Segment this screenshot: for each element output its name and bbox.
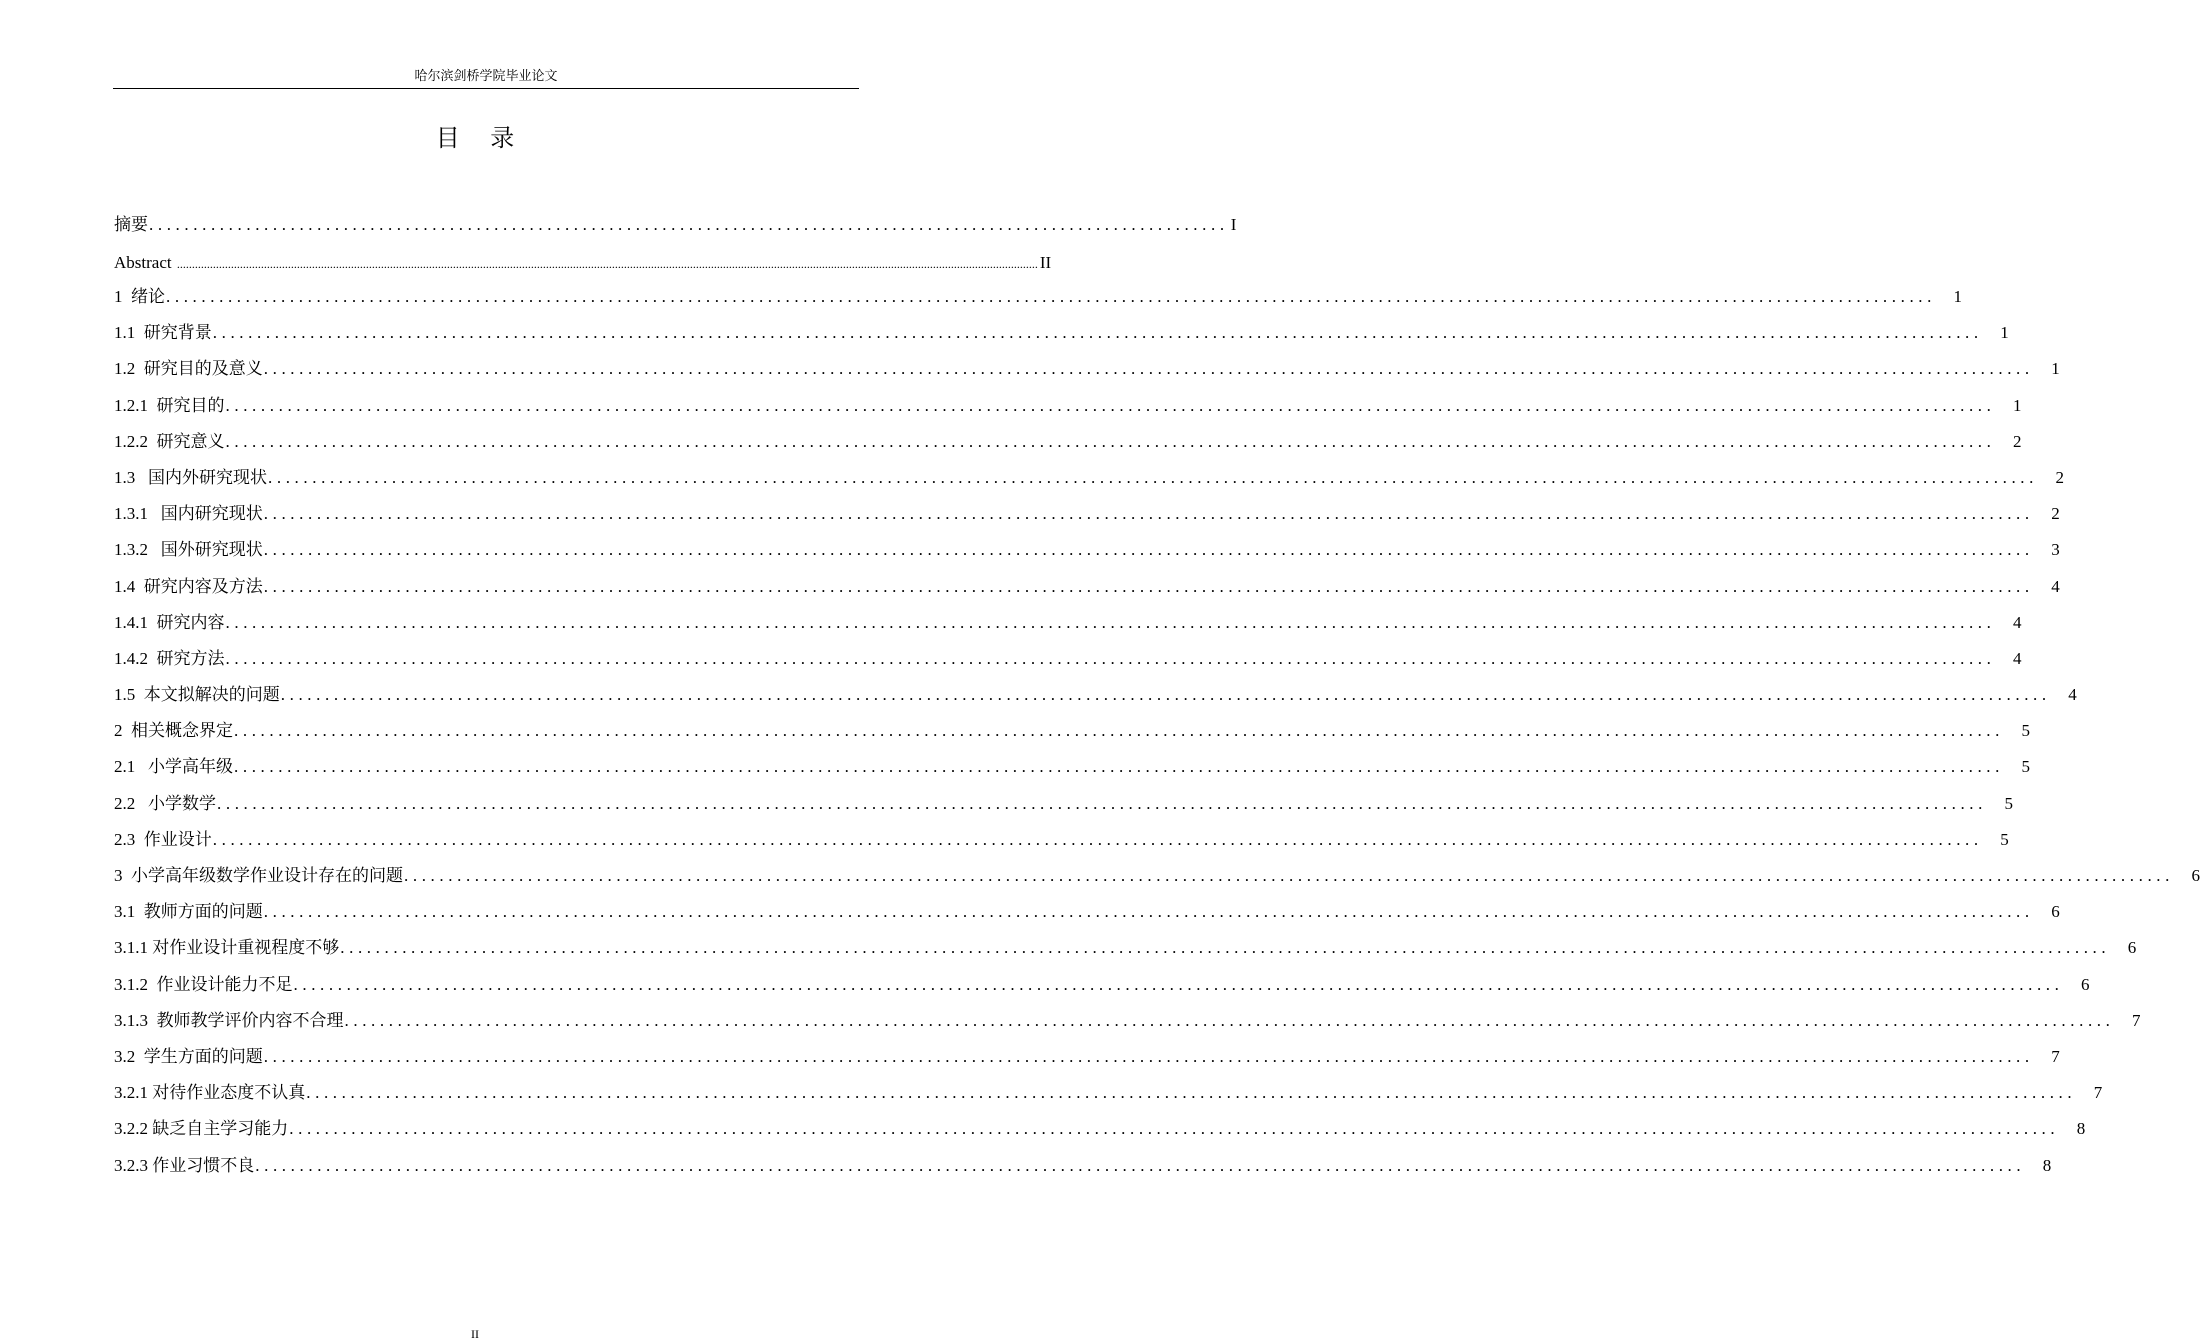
toc-entry-page: 2 [2055, 467, 2064, 487]
toc-entry-label: 1.4 研究内容及方法 [114, 576, 263, 596]
toc-entry-label: 1.2.2 研究意义 [114, 431, 225, 451]
toc-entry[interactable] [114, 610, 2022, 646]
toc-entry-page: 1 [2013, 395, 2022, 415]
toc-entry[interactable] [114, 501, 2060, 537]
toc-entry-page: 5 [2004, 793, 2013, 813]
toc-entry-label: 2.1 小学高年级 [114, 757, 233, 777]
toc-entry[interactable] [114, 1080, 2103, 1116]
toc-entry[interactable] [114, 320, 2009, 356]
leader-dots: ........................................................................................................................................................................................................ [263, 902, 2034, 922]
leader-dots: .......................................................................................................................... [149, 215, 1229, 234]
toc-entry[interactable] [114, 754, 2030, 790]
toc-entry-label: 1.2 研究目的及意义 [114, 359, 263, 379]
toc-entry-page: 2 [2013, 431, 2022, 451]
toc-entry-label: 1.4.1 研究内容 [114, 612, 225, 632]
toc-entry[interactable] [114, 827, 2009, 863]
leader-dots: ........................................................................................................................................................................................................ [225, 431, 1996, 451]
leader-dots: ........................................................................................................................................................................................................ [344, 1010, 2115, 1030]
toc-entry[interactable] [114, 899, 2060, 935]
toc-entry[interactable] [114, 718, 2030, 754]
toc-entry-page: II [1039, 253, 1052, 272]
toc-entry-label: 1.1 研究背景 [114, 323, 212, 343]
toc-entry[interactable] [114, 935, 2137, 971]
toc-entry[interactable] [114, 356, 2060, 392]
header-rule [113, 88, 859, 89]
toc-entry-label: 3 小学高年级数学作业设计存在的问题 [114, 866, 403, 885]
toc-entry-label: 3.2.1 对待作业态度不认真 [114, 1083, 306, 1103]
toc-entry[interactable] [114, 574, 2060, 610]
leader-dots: ........................................................................................................................................................................................................ [234, 721, 2004, 741]
leader-dots: ........................................................................................................................................................................................................ [268, 467, 2038, 487]
leader-dots: ........................................................................................................................................................................................................ [263, 504, 2034, 524]
toc-entry-label: 1.5 本文拟解决的问题 [114, 685, 280, 705]
toc-title: 目 录 [435, 124, 515, 152]
toc-entry-page: 8 [2042, 1155, 2052, 1175]
toc-entry-label: 1.3 国内外研究现状 [114, 467, 267, 487]
toc-entry-page: 2 [2051, 504, 2060, 524]
toc-entry[interactable] [114, 1044, 2060, 1080]
toc-entry-page: 3 [2051, 540, 2060, 560]
toc-entry[interactable] [114, 682, 2077, 718]
toc-entry-page: I [1230, 215, 1237, 234]
toc-entry-page: 7 [2132, 1010, 2141, 1030]
toc-entry-label: 3.1 教师方面的问题 [114, 902, 263, 922]
toc-entry-page: 6 [2127, 938, 2137, 958]
toc-entry[interactable] [114, 791, 2013, 827]
toc-entry-page: 1 [2051, 359, 2060, 379]
toc-entry-label: 1.2.1 研究目的 [114, 395, 225, 415]
leader-dots: ........................................................................................................................................................................................................ [225, 395, 1996, 415]
toc-entry[interactable] [114, 1116, 2086, 1152]
leader-dots: ........................................................................................................................................................................................................ [293, 974, 2064, 994]
toc-entry-label: 1.4.2 研究方法 [114, 648, 225, 668]
toc-entry-label: 1.3.2 国外研究现状 [114, 540, 263, 560]
toc-entry-label: 2.2 小学数学 [114, 793, 216, 813]
table-of-contents [114, 212, 2200, 1189]
toc-entry-page: 7 [2093, 1083, 2103, 1103]
toc-entry-page: 4 [2068, 685, 2077, 705]
toc-entry[interactable] [114, 646, 2022, 682]
leader-dots: ........................................................................................................................................................................................................ [217, 793, 1987, 813]
toc-entry[interactable] [114, 250, 1052, 284]
toc-entry-page: 6 [2051, 902, 2060, 922]
toc-entry-label: 2.3 作业设计 [114, 829, 212, 849]
toc-entry-page: 4 [2051, 576, 2060, 596]
leader-dots: ........................................................................................................................................................................................................ [166, 287, 1936, 306]
toc-entry-label: 1 绪论 [114, 287, 165, 306]
toc-entry[interactable] [114, 1008, 2141, 1044]
toc-entry-label: 1.3.1 国内研究现状 [114, 504, 263, 524]
toc-entry-label: 摘要 [114, 215, 148, 234]
toc-entry-label: 3.1.3 教师教学评价内容不合理 [114, 1010, 344, 1030]
leader-dots: ........................................................................................................................................................................................................ [263, 359, 2034, 379]
leader-dots: ........................................................................................................................................................................................................ [255, 1155, 2026, 1175]
leader-dots: ........................................................................................................................................................................................................ [263, 540, 2034, 560]
toc-entry-page: 5 [2021, 757, 2030, 777]
toc-entry[interactable] [114, 972, 2090, 1008]
toc-entry-page: 4 [2013, 648, 2022, 668]
toc-entry[interactable] [114, 393, 2022, 429]
leader-dots: ........................................................................................................................................................................................................ [289, 1119, 2060, 1139]
toc-entry[interactable] [114, 429, 2022, 465]
toc-entry-label: 3.1.1 对作业设计重视程度不够 [114, 938, 340, 958]
leader-dots: ........................................................................................................................................................................................................ [404, 866, 2174, 885]
toc-entry[interactable] [114, 1153, 2052, 1189]
toc-entry[interactable] [114, 284, 1962, 320]
leader-dots: ........................................................................................................................................................................................................ [280, 685, 2051, 705]
toc-entry-page: 1 [1953, 287, 1962, 306]
toc-entry-label: Abstract [114, 253, 176, 272]
toc-entry[interactable] [114, 212, 1237, 250]
toc-entry-label: 3.2 学生方面的问题 [114, 1046, 263, 1066]
toc-entry[interactable] [114, 465, 2064, 501]
toc-entry[interactable] [114, 537, 2060, 573]
toc-entry-page: 5 [2021, 721, 2030, 741]
toc-entry-page: 7 [2051, 1046, 2060, 1066]
leader-dots: ........................................................................................................................................................................................................ [263, 576, 2034, 596]
toc-entry-page: 4 [2013, 612, 2022, 632]
leader-dots: ........................................................................................................................................................................................................ [212, 829, 1983, 849]
leader-dots: ........................................................................................................................................................................................................ [212, 323, 1983, 343]
toc-entry[interactable] [114, 863, 2200, 899]
leader-dots: ........................................................................................................................................................................................................ [306, 1083, 2077, 1103]
leader-dots: ............................................................................................................................................................................................................................................................................................... [176, 257, 1038, 271]
toc-entry-page: 1 [2000, 323, 2009, 343]
toc-entry-label: 3.2.2 缺乏自主学习能力 [114, 1119, 289, 1139]
leader-dots: ........................................................................................................................................................................................................ [340, 938, 2111, 958]
leader-dots: ........................................................................................................................................................................................................ [234, 757, 2004, 777]
toc-entry-label: 3.2.3 作业习惯不良 [114, 1155, 255, 1175]
running-header: 哈尔滨剑桥学院毕业论文 [414, 68, 558, 83]
leader-dots: ........................................................................................................................................................................................................ [225, 648, 1996, 668]
leader-dots: ........................................................................................................................................................................................................ [225, 612, 1996, 632]
toc-entry-page: 6 [2191, 866, 2200, 885]
toc-entry-page: 5 [2000, 829, 2009, 849]
leader-dots: ........................................................................................................................................................................................................ [263, 1046, 2034, 1066]
toc-entry-page: 6 [2081, 974, 2090, 994]
page-number: II [471, 1327, 479, 1341]
toc-entry-label: 2 相关概念界定 [114, 721, 233, 741]
toc-entry-page: 8 [2076, 1119, 2086, 1139]
toc-entry-label: 3.1.2 作业设计能力不足 [114, 974, 293, 994]
